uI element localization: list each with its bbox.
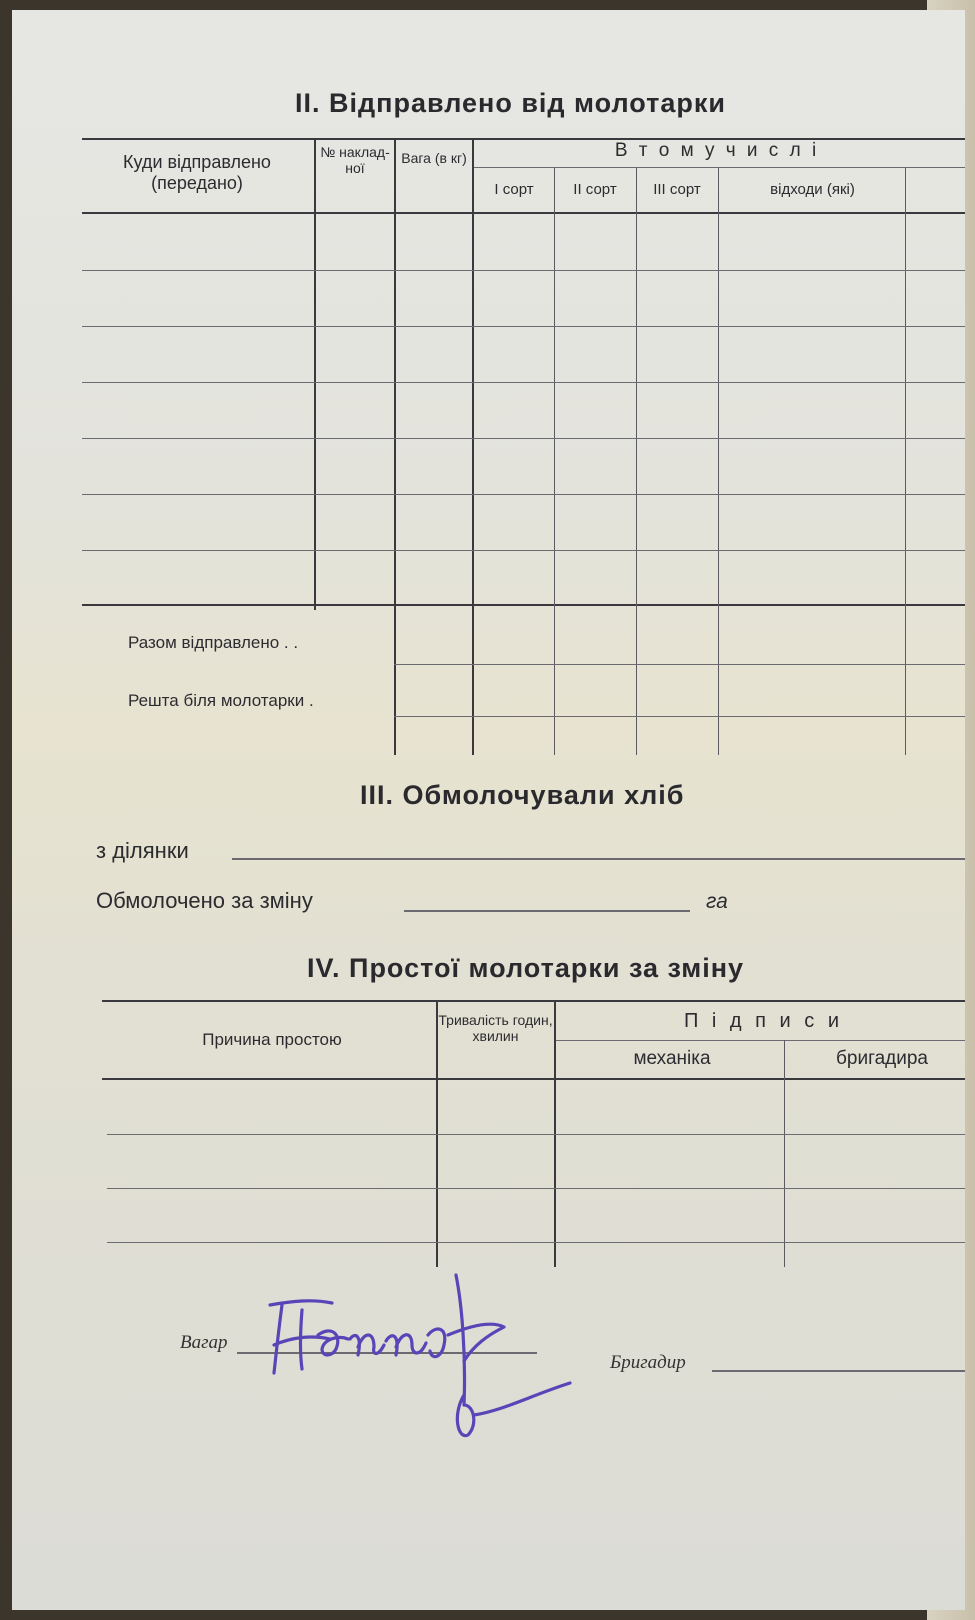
header-where-sent: Куди відправлено (передано) <box>123 152 271 193</box>
table4-subheader-line <box>554 1040 965 1041</box>
col-divider <box>784 1040 785 1267</box>
col-divider <box>718 168 719 755</box>
totals-row-line <box>394 716 965 717</box>
col-divider <box>314 140 316 610</box>
plot-field-line <box>232 858 965 860</box>
col-divider <box>472 140 474 755</box>
table4-top-border <box>102 1000 965 1002</box>
table4-row-line <box>107 1134 965 1135</box>
table2-body-bottom <box>82 604 965 606</box>
total-sent-label: Разом відправлено . . <box>128 633 299 652</box>
table2-header-bottom <box>82 212 965 214</box>
form-page <box>12 10 965 1610</box>
header-weight: Вага (в кг) <box>401 150 467 166</box>
header-grade-2: II сорт <box>573 181 617 198</box>
header-reason: Причина простою <box>202 1030 342 1049</box>
section-3-title: III. Обмолочували хліб <box>360 780 685 810</box>
section-2-title: II. Відправлено від молотарки <box>295 88 726 118</box>
plot-label: з ділянки <box>96 838 189 863</box>
foreman-label: Бригадир <box>610 1352 686 1373</box>
header-grade-1: I сорт <box>494 181 534 198</box>
threshed-label: Обмолочено за зміну <box>96 888 313 913</box>
header-grade-3: III сорт <box>653 181 701 198</box>
table2-row-line <box>82 550 965 551</box>
table2-row-line <box>82 494 965 495</box>
handwritten-signature <box>252 1265 592 1455</box>
foreman-signature-line <box>712 1370 965 1372</box>
header-invoice-number: № наклад- ної <box>320 144 390 177</box>
header-waste: відходи (які) <box>770 181 855 198</box>
header-foreman: бригадира <box>836 1048 928 1069</box>
header-duration: Тривалість годин, хвилин <box>438 1012 553 1045</box>
header-mechanic: механіка <box>633 1048 711 1069</box>
col-divider <box>554 168 555 755</box>
remainder-label: Решта біля молотарки . <box>128 691 314 710</box>
header-signatures: П і д п и с и <box>683 1010 843 1032</box>
table2-row-line <box>82 382 965 383</box>
hectare-unit: га <box>706 890 728 913</box>
table4-header-bottom <box>102 1078 965 1080</box>
col-divider <box>905 168 906 755</box>
table2-row-line <box>82 438 965 439</box>
col-divider <box>636 168 637 755</box>
totals-row-line <box>394 664 965 665</box>
section-4-title: IV. Простої молотарки за зміну <box>307 953 745 983</box>
table4-row-line <box>107 1242 965 1243</box>
table4-row-line <box>107 1188 965 1189</box>
table2-row-line <box>82 326 965 327</box>
header-including: В т о м у ч и с л і <box>614 140 820 161</box>
weigher-label: Вагар <box>180 1332 228 1353</box>
col-divider <box>394 140 396 755</box>
table2-row-line <box>82 270 965 271</box>
threshed-field-line <box>404 910 690 912</box>
